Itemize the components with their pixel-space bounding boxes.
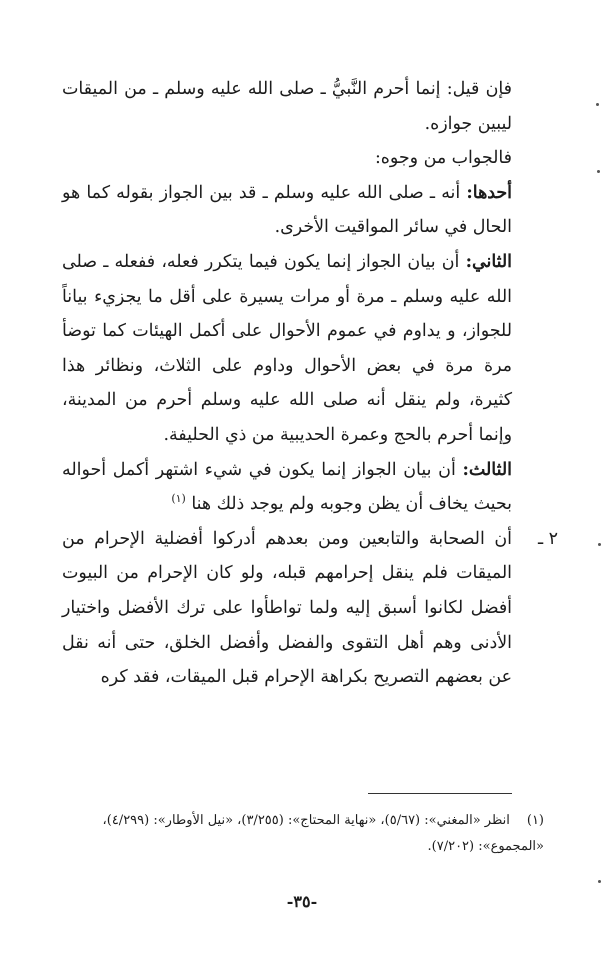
scan-speck bbox=[598, 543, 601, 546]
footnote-reference: (١) bbox=[171, 492, 186, 506]
page-number: -٣٥- bbox=[286, 892, 318, 911]
point-second-lead: الثاني: bbox=[465, 251, 512, 272]
numbered-item-2 bbox=[62, 522, 558, 695]
footnote-number: (١) bbox=[526, 813, 544, 828]
main-text bbox=[62, 72, 558, 695]
point-second bbox=[62, 245, 512, 453]
scan-speck bbox=[596, 103, 599, 106]
point-third-lead: الثالث: bbox=[462, 459, 512, 480]
point-first bbox=[62, 176, 512, 245]
item-text: أن الصحابة والتابعين ومن بعدهم أدركوا أفضلية الإحرام من الميقات فلم ينقل إحرامهم قبله، ولو كان الإحرام من البيوت أفضل لكانوا أسبق إليه ولما تواطأوا على ترك الأفضل واختيار الأدنى وهم أهل التقوى والفضل وأفضل الخلق، حتى أنه نقل عن بعضهم التصريح بكراهة الإحرام قبل الميقات، فقد كره bbox=[62, 528, 512, 688]
point-first-lead: أحدها: bbox=[466, 182, 512, 203]
point-third-text: أن بيان الجواز إنما يكون في شيء اشتهر أكمل أحواله بحيث يخاف أن يظن وجوبه ولم يوجد ذلك هنا bbox=[62, 459, 512, 515]
answer-intro: فالجواب من وجوه: bbox=[374, 148, 512, 169]
item-number: ٢ ـ bbox=[538, 528, 558, 549]
point-third bbox=[62, 453, 512, 522]
footnote-divider bbox=[368, 793, 512, 794]
footnote-text: انظر «المغني»: (٥/٦٧)، «نهاية المحتاج»: (٣/٢٥٥)، «نيل الأوطار»: (٤/٢٩٩)، «المجموع»: (٧/٢٠٢). bbox=[102, 813, 544, 854]
footnote bbox=[60, 808, 544, 860]
scan-speck bbox=[597, 170, 600, 173]
point-first-text: أنه ـ صلى الله عليه وسلم ـ قد بين الجواز بقوله كما هو الحال في سائر المواقيت الأخرى. bbox=[62, 182, 512, 238]
scan-speck bbox=[598, 880, 601, 883]
point-second-text: أن بيان الجواز إنما يكون فيما يتكرر فعله، ففعله ـ صلى الله عليه وسلم ـ مرة أو مرات يسيرة على أقل ما يجزيء بياناً للجواز، و يداوم في عموم الأحوال على أكمل الهيئات كما توضأ مرة مرة في بعض الأحوال وداوم على الثلاث، ونظائر هذا كثيرة، ولم ينقل أنه صلى الله عليه وسلم أحرم من المدينة، وإنما أحرم بالحج وعمرة الحديبية من ذي الحليفة. bbox=[62, 251, 512, 445]
objection-paragraph: فإن قيل: إنما أحرم النَّبيُّ ـ صلى الله عليه وسلم ـ من الميقات ليبين جوازه. bbox=[62, 79, 512, 134]
